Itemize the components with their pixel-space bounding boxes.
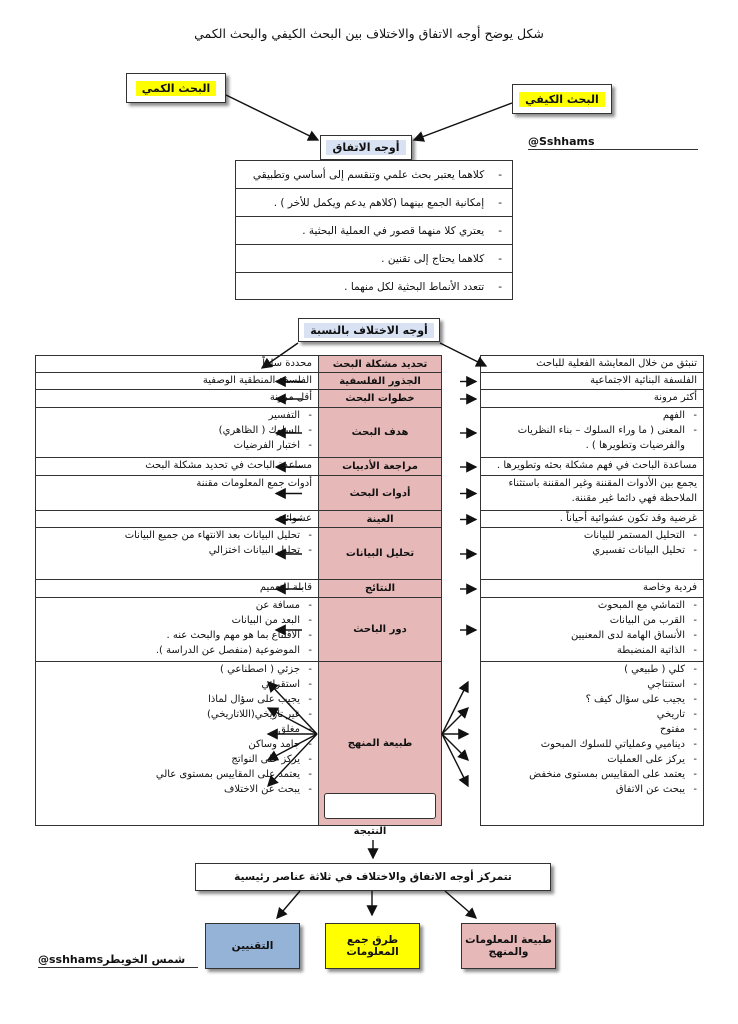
left-text: عشوائية (278, 513, 312, 524)
list-item: - جزئي ( اصطناعي ) (42, 662, 300, 677)
list-item: - تحليل البيانات اختزالي (42, 543, 300, 558)
arrow-right-fan (442, 734, 468, 760)
right-text: يجمع بين الأدوات المقننة وغير المقننة باستثناء الملاحظة فهي دائما غير مقننة. (508, 478, 697, 504)
list-item: - يعتمد على المقاييس بمستوى عالي (42, 767, 300, 782)
difference-header-label: أوجه الاختلاف بالنسبة (304, 323, 434, 338)
agreement-item-text: إمكانية الجمع بينهما (كلاهم يدعم ويكمل للأخر ) . (273, 196, 485, 209)
criterion-label: هدف البحث (351, 427, 409, 438)
list-item: - اختبار الفرضيات (42, 438, 300, 453)
criterion-label: أدوات البحث (349, 487, 411, 499)
bullet-dash: - (498, 252, 502, 265)
list-item: - غير تاريخي(اللاتاريخي) (42, 707, 300, 722)
criterion-label: النتائج (364, 583, 396, 594)
list-item: - الفهم (487, 408, 685, 423)
criterion-label: تحديد مشكلة البحث (332, 358, 428, 370)
criterion-label: دور الباحث (353, 624, 407, 635)
outcome-label: طبيعة المعلومات والمنهج (465, 934, 552, 958)
criterion-label: الجذور الفلسفية (339, 375, 421, 387)
quantitative-label: البحث الكمي (136, 81, 217, 96)
criterion-label: العينة (366, 513, 394, 525)
left-text: أدوات جمع المعلومات مقننة (196, 478, 312, 489)
list-item: - يركز على العمليات (487, 752, 685, 767)
list-item: - يبحث عن الاتفاق (487, 782, 685, 797)
bullet-dash: - (498, 281, 502, 293)
list-item: - تحليل البيانات بعد الانتهاء من جميع البيانات (42, 528, 300, 543)
arrow-left-fan (268, 708, 317, 734)
arrow-right-fan (442, 734, 468, 786)
list-item: - البعد من البيانات (42, 613, 300, 628)
arrow-left-fan (268, 734, 317, 760)
list-item: - المعنى ( ما وراء السلوك – بناء النظريات والفرضيات وتطويرها ) . (487, 423, 685, 453)
right-text: فردية وخاصة (643, 582, 697, 593)
criterion-label: خطوات البحث (345, 393, 415, 404)
outcome-label: طرق جمع المعلومات (346, 934, 399, 958)
arrow-left-fan (268, 682, 317, 734)
arrow-qual-agree (414, 103, 512, 140)
bullet-dash: - (498, 168, 502, 181)
list-item: - السلوك ( الظاهري) (42, 423, 300, 438)
qualitative-label: البحث الكيفي (519, 92, 605, 107)
list-item: - التماشي مع المبحوث (487, 598, 685, 613)
arrow-header-right (440, 343, 486, 366)
list-item: - الأنساق الهامة لدى المعنيين (487, 628, 685, 643)
arrow-bottom-left (277, 891, 300, 918)
list-item: - مسافة عن (42, 598, 300, 613)
criterion-label: تحليل البيانات (345, 548, 415, 559)
criterion-label: طبيعة المنهج (347, 738, 413, 749)
right-text: أكثر مرونة (653, 392, 697, 403)
list-item: - يركز على النواتج (42, 752, 300, 767)
criterion-label: مراجعة الأدبيات (342, 461, 418, 472)
outcome-label: التقنيين (231, 940, 274, 952)
bullet-dash: - (498, 196, 502, 209)
list-item: - الاقتناع بما هو مهم والبحث عنه . (42, 628, 300, 643)
page-title: شكل يوضح أوجه الاتفاق والاختلاف بين البحث الكيفي والبحث الكمي (194, 26, 544, 41)
arrow-header-left (262, 343, 298, 368)
arrow-left-fan (268, 734, 317, 786)
list-item: - يعتمد على المقاييس بمستوى منخفض (487, 767, 685, 782)
left-text: محددة سلفاً (262, 358, 312, 369)
list-item: - مغلق (42, 722, 300, 737)
list-item: - الموضوعية (منفصل عن الدراسة ). (42, 643, 300, 658)
list-item: - القرب من البيانات (487, 613, 685, 628)
list-item: - يجيب على سؤال كيف ؟ (487, 692, 685, 707)
list-item: - مفتوح (487, 722, 685, 737)
result-text: تتمركز أوجه الاتفاق والاختلاف في ثلاثة عناصر رئيسية (234, 871, 512, 883)
agreement-item-text: يعتري كلا منهما قصور في العملية البحثية . (302, 224, 485, 237)
list-item: - يبحث عن الاختلاف (42, 782, 300, 797)
left-text: الفلسفة المنطقية الوصفية (202, 375, 312, 386)
list-item: - يجيب على سؤال لماذا (42, 692, 300, 707)
list-item: - كلي ( طبيعي ) (487, 662, 685, 677)
arrow-right-fan (442, 682, 468, 734)
arrow-bottom-right (445, 891, 476, 918)
list-item: - تاريخي (487, 707, 685, 722)
right-text: مساعدة الباحث في فهم مشكلة بحثه وتطويرها . (497, 460, 697, 471)
list-item: - جامد وساكن (42, 737, 300, 752)
agreement-item-text: كلاهما يحتاج إلى تقنين . (381, 252, 485, 265)
agreement-item-text: تتعدد الأنماط البحثية لكل منهما . (344, 281, 485, 293)
list-item: - التحليل المستمر للبيانات (487, 528, 685, 543)
list-item: - التفسير (42, 408, 300, 423)
left-text: قابلة للتعميم (259, 582, 312, 593)
author-name: شمس الخويطر (103, 953, 186, 966)
arrow-quant-agree (226, 95, 318, 140)
right-text: تنبثق من خلال المعايشة الفعلية للباحث (536, 358, 697, 369)
author-handle: @sshhams (38, 953, 104, 966)
left-text: مساعدة الباحث في تحديد مشكلة البحث (145, 460, 312, 471)
list-item: - الذاتية المنضبطة (487, 643, 685, 658)
list-item: - استنتاجي (487, 677, 685, 692)
twitter-handle-top: @Sshhams (528, 135, 698, 150)
agreement-header-label: أوجه الاتفاق (326, 140, 405, 155)
right-text: غرضية وقد تكون عشوائية أحياناً . (559, 513, 697, 524)
list-item: - تحليل البيانات تفسيري (487, 543, 685, 558)
list-item: - استقرائي (42, 677, 300, 692)
left-text: أقل مرونة (269, 392, 312, 403)
result-label: النتيجة (353, 826, 387, 837)
agreement-item-text: كلاهما يعتبر بحث علمي وتنقسم إلى أساسي وتطبيقي (252, 168, 485, 181)
bullet-dash: - (498, 224, 502, 237)
list-item: - ديناميي وعملياتي للسلوك المبحوث (487, 737, 685, 752)
right-text: الفلسفة البنائية الاجتماعية (590, 375, 697, 386)
arrow-right-fan (442, 708, 468, 734)
